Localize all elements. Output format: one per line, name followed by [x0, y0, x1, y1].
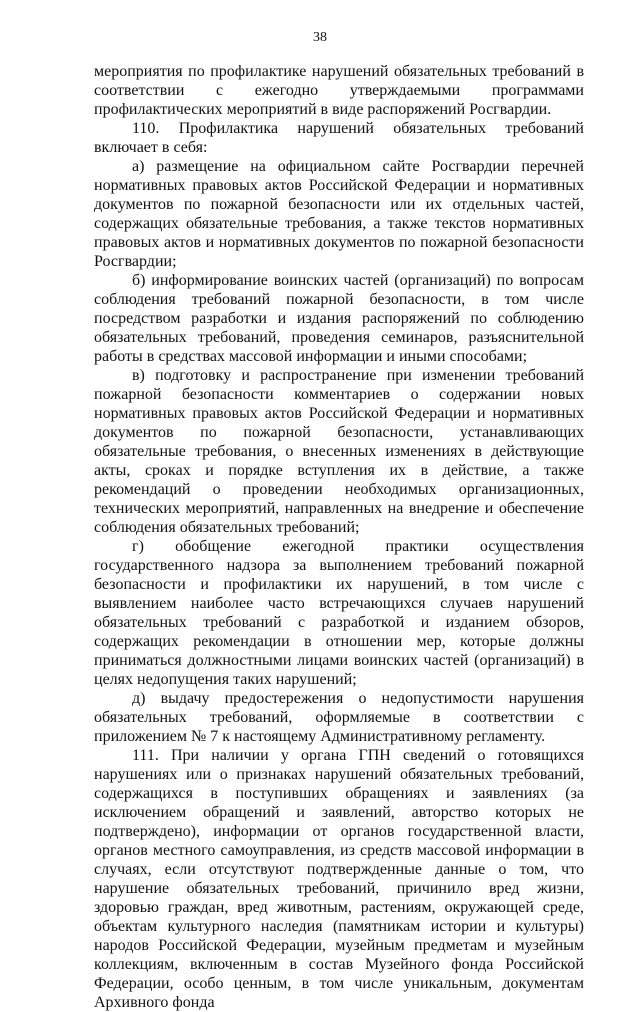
- paragraph-continuation: мероприятия по профилактике нарушений обязательных требований в соответствии с ежегодно утверждаемыми программами профилактических мероприятий в виде распоряжений Росгвардии.: [94, 63, 584, 118]
- paragraph-subitem-d: д) выдачу предостережения о недопустимости нарушения обязательных требований, оформляемые в соответствии с приложением № 7 к настоящему Административному регламенту.: [94, 690, 584, 745]
- document-body: [94, 62, 584, 1012]
- paragraph-subitem-b: б) информирование воинских частей (организаций) по вопросам соблюдения требований пожарной безопасности, в том числе посредством разработки и издания распоряжений по соблюдению обязательных требований, проведения семинаров, разъяснительной работы в средствах массовой информации и иными способами;: [94, 272, 584, 365]
- paragraph-item-110: 110. Профилактика нарушений обязательных требований включает в себя:: [94, 120, 584, 156]
- paragraph-subitem-g: г) обобщение ежегодной практики осуществления государственного надзора за выполнением требований пожарной безопасности и профилактики их нарушений, в том числе с выявлением наиболее часто встречающихся случаев нарушений обязательных требований с разработкой и изданием обзоров, содержащих рекомендации в отношении мер, которые должны приниматься должностными лицами воинских частей (организаций) в целях недопущения таких нарушений;: [94, 538, 584, 688]
- paragraph-subitem-v: в) подготовку и распространение при изменении требований пожарной безопасности комментариев о содержании новых нормативных правовых актов Российской Федерации и нормативных документов по пожарной безопасности, устанавливающих обязательные требования, о внесенных изменениях в действующие акты, сроках и порядке вступления их в действие, а также рекомендаций о проведении необходимых организационных, технических мероприятий, направленных на внедрение и обеспечение соблюдения обязательных требований;: [94, 367, 584, 536]
- paragraph-subitem-a: а) размещение на официальном сайте Росгвардии перечней нормативных правовых актов Российской Федерации и нормативных документов по пожарной безопасности или их отдельных частей, содержащих обязательные требования, а также текстов нормативных правовых актов и нормативных документов по пожарной безопасности Росгвардии;: [94, 158, 584, 270]
- paragraph-item-111: 111. При наличии у органа ГПН сведений о готовящихся нарушениях или о признаках нарушений обязательных требований, содержащихся в поступивших обращениях и заявлениях (за исключением обращений и заявлений, авторство которых не подтверждено), информации от органов государственной власти, органов местного самоуправления, из средств массовой информации в случаях, если отсутствуют подтвержденные данные о том, что нарушение обязательных требований, причинило вред жизни, здоровью граждан, вред животным, растениям, окружающей среде, объектам культурного наследия (памятникам истории и культуры) народов Российской Федерации, музейным предметам и музейным коллекциям, включенным в состав Музейного фонда Российской Федерации, особо ценным, в том числе уникальным, документам Архивного фонда: [94, 747, 584, 1011]
- page-number: 38: [313, 30, 327, 45]
